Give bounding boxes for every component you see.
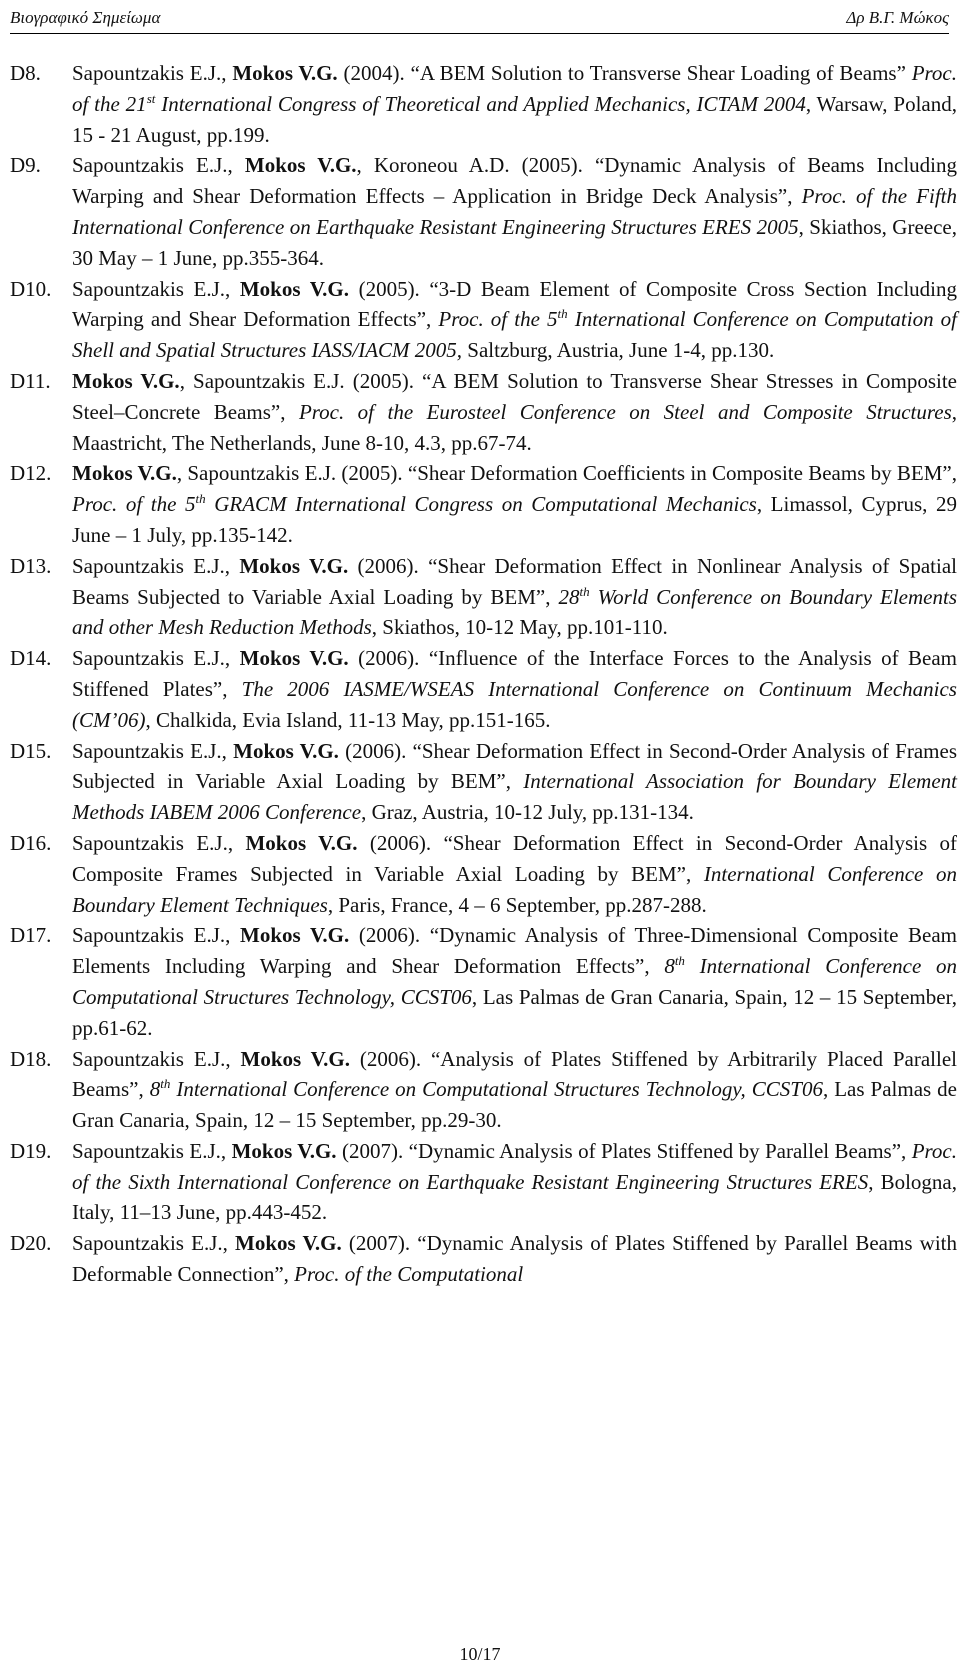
citation-text: Sapountzakis E.J., — [72, 61, 233, 85]
venue-text: Proc. of the Fifth International Conference on Earthquake Resistant Engineering Structures ERES 2005 — [72, 184, 957, 239]
reference-list — [0, 58, 960, 1290]
citation-text: , Warsaw, Poland, 15 - 21 August, pp.199. — [72, 91, 957, 147]
citation-text: , Limassol, Cyprus, 29 June – 1 July, pp.135-142. — [72, 492, 958, 547]
citation-text: , Maastricht, The Netherlands, June 8-10, 4.3, pp.67-74. — [72, 399, 957, 455]
author-highlight: Mokos V.G. — [72, 368, 180, 393]
reference-entry — [0, 643, 960, 735]
venue-text: Proc. of the Eurosteel Conference on Steel and Composite Structures — [298, 399, 952, 424]
reference-text — [72, 828, 957, 920]
venue-text: International Association for Boundary Element Methods IABEM 2006 Conference — [72, 769, 957, 825]
page-number: 10/17 — [459, 1644, 501, 1664]
reference-number: D12. — [10, 461, 52, 486]
reference-number: D11. — [10, 368, 51, 393]
reference-number: D13. — [10, 553, 52, 578]
reference-entry — [0, 920, 960, 1043]
author-highlight: Mokos V.G. — [240, 1046, 350, 1071]
reference-entry — [0, 58, 960, 150]
author-highlight: Mokos V.G. — [240, 923, 350, 948]
reference-entry — [0, 458, 960, 550]
citation-text: Sapountzakis E.J., — [72, 1138, 232, 1163]
citation-text: Sapountzakis E.J., — [72, 1231, 236, 1256]
author-highlight: Mokos V.G. — [245, 830, 358, 855]
reference-text — [72, 458, 957, 550]
venue-text: World Conference on Boundary Elements and other Mesh Reduction Methods — [72, 584, 957, 640]
header-title: Βιογραφικό Σημείωμα — [10, 8, 161, 27]
venue-text: Proc. of the 21 — [72, 61, 957, 116]
citation-text: Sapountzakis E.J., — [72, 646, 240, 671]
reference-number: D9. — [10, 153, 41, 178]
venue-text: Proc. of the Sixth International Conference on Earthquake Resistant Engineering Structures ERES — [72, 1138, 957, 1194]
reference-text — [72, 1136, 957, 1228]
citation-text: (2005). “3-D Beam Element of Composite Cross Section Including Warping and Shear Deformation Effects”, — [72, 276, 958, 332]
citation-text: Sapountzakis E.J., — [72, 1046, 241, 1071]
citation-text: , Las Palmas de Gran Canaria, Spain, 12 – 15 September, pp.61-62. — [72, 984, 957, 1040]
citation-text: , Chalkida, Evia Island, 11-13 May, pp.151-165. — [145, 707, 551, 732]
author-highlight: Mokos V.G. — [239, 553, 349, 578]
citation-text: Sapountzakis E.J., — [72, 738, 234, 763]
header-author: Δρ Β.Γ. Μώκος — [846, 8, 949, 27]
venue-text: Proc. of the 5 — [72, 492, 196, 517]
reference-number: D10. — [10, 276, 52, 301]
citation-text: , Las Palmas de Gran Canaria, Spain, 12 – 15 September, pp.29-30. — [72, 1077, 957, 1133]
venue-text: International Conference on Computation of Shell and Spatial Structures IASS/IACM 2005, — [72, 307, 958, 363]
venue-text: Proc. of the Computational — [294, 1262, 524, 1287]
reference-text — [72, 551, 957, 643]
reference-text — [72, 920, 957, 1043]
venue-text: International Conference on Computational Structures Technology, CCST06 — [72, 954, 958, 1009]
reference-text — [72, 150, 957, 273]
reference-entry — [0, 274, 960, 366]
reference-entry — [0, 366, 960, 458]
citation-text: , Koroneou A.D. (2005). “Dynamic Analysis of Beams Including Warping and Shear Deformation Effects – Application in Bridge Deck Analysis”, — [72, 153, 957, 209]
reference-text — [72, 1228, 957, 1290]
author-highlight: Mokos V.G. — [231, 1138, 337, 1163]
venue-text: 8 — [149, 1077, 161, 1102]
author-highlight: Mokos V.G. — [232, 61, 338, 85]
venue-text: The 2006 IASME/WSEAS International Conference on Continuum Mechanics (CM’06) — [72, 676, 957, 732]
reference-number: D17. — [10, 923, 52, 948]
reference-number: D18. — [10, 1046, 52, 1071]
venue-text: International Conference on Computational Structures Technology, CCST06 — [170, 1077, 823, 1102]
author-highlight: Mokos V.G. — [239, 646, 349, 671]
author-highlight: Mokos V.G. — [235, 1231, 342, 1256]
citation-text: (2006). “Shear Deformation Effect in Second-Order Analysis of Frames Subjected in Variable Axial Loading by BEM”, — [72, 738, 957, 794]
citation-text: , Sapountzakis E.J. (2005). “Shear Deformation Coefficients in Composite Beams by BEM”, — [176, 461, 957, 486]
header-rule — [10, 33, 949, 34]
author-highlight: Mokos V.G. — [72, 461, 177, 486]
ordinal-superscript: th — [579, 583, 590, 599]
citation-text: (2004). “A BEM Solution to Transverse Shear Loading of Beams” — [337, 61, 912, 85]
reference-number: D14. — [10, 646, 52, 671]
reference-text — [72, 736, 957, 828]
citation-text: Sapountzakis E.J., — [72, 553, 240, 578]
citation-text: , Paris, France, 4 – 6 September, pp.287-288. — [327, 892, 707, 917]
reference-number: D8. — [10, 61, 41, 85]
ordinal-superscript: th — [674, 953, 685, 969]
citation-text: (2006). “Shear Deformation Effect in Nonlinear Analysis of Spatial Beams Subjected to Variable Axial Loading by BEM”, — [72, 553, 957, 609]
reference-number: D19. — [10, 1138, 52, 1163]
venue-text: 8 — [664, 954, 675, 979]
citation-text: Sapountzakis E.J., — [72, 923, 241, 948]
author-highlight: Mokos V.G. — [244, 153, 357, 178]
citation-text: Sapountzakis E.J., — [72, 276, 240, 301]
citation-text: , Graz, Austria, 10-12 July, pp.131-134. — [361, 800, 694, 825]
author-highlight: Mokos V.G. — [239, 276, 350, 301]
reference-entry — [0, 1228, 960, 1290]
reference-number: D20. — [10, 1231, 52, 1256]
reference-text — [72, 1044, 957, 1136]
reference-text — [72, 58, 957, 150]
reference-text — [72, 366, 957, 458]
ordinal-superscript: th — [557, 306, 568, 322]
citation-text: (2006). “Shear Deformation Effect in Second-Order Analysis of Composite Frames Subjected in Variable Axial Loading by BEM”, — [72, 830, 957, 886]
reference-number: D15. — [10, 738, 52, 763]
citation-text: (2006). “Dynamic Analysis of Three-Dimensional Composite Beam Elements Including Warping and Shear Deformation Effects”, — [72, 923, 958, 979]
citation-text: , Sapountzakis E.J. (2005). “A BEM Solution to Transverse Shear Stresses in Composite Steel–Concrete Beams”, — [72, 368, 957, 424]
citation-text: , Bologna, Italy, 11–13 June, pp.443-452. — [72, 1169, 957, 1225]
ordinal-superscript: th — [195, 491, 206, 507]
venue-text: GRACM International Congress on Computational Mechanics — [205, 492, 757, 517]
citation-text: (2006). “Influence of the Interface Forces to the Analysis of Beam Stiffened Plates”, — [72, 646, 958, 701]
reference-entry — [0, 1044, 960, 1136]
ordinal-superscript: st — [146, 90, 156, 106]
citation-text: (2007). “Dynamic Analysis of Plates Stiffened by Parallel Beams”, — [336, 1138, 912, 1163]
ordinal-superscript: th — [160, 1076, 171, 1092]
citation-text: Saltzburg, Austria, June 1-4, pp.130. — [462, 338, 775, 363]
venue-text: Proc. of the 5 — [438, 307, 558, 332]
citation-text: , Skiathos, 10-12 May, pp.101-110. — [371, 615, 668, 640]
citation-text: , Skiathos, Greece, 30 May – 1 June, pp.355-364. — [72, 214, 957, 270]
reference-text — [72, 643, 957, 735]
reference-entry — [0, 736, 960, 828]
reference-text — [72, 274, 957, 366]
reference-entry — [0, 828, 960, 920]
reference-number: D16. — [10, 830, 52, 855]
citation-text: Sapountzakis E.J., — [72, 830, 246, 855]
reference-entry — [0, 1136, 960, 1228]
citation-text: Sapountzakis E.J., — [72, 153, 245, 178]
reference-entry — [0, 551, 960, 643]
venue-text: International Conference on Boundary Element Techniques — [72, 861, 957, 917]
reference-entry — [0, 150, 960, 273]
venue-text: International Congress of Theoretical and Applied Mechanics, ICTAM 2004 — [155, 91, 806, 116]
author-highlight: Mokos V.G. — [233, 738, 339, 763]
venue-text: 28 — [558, 584, 580, 609]
citation-text: (2007). “Dynamic Analysis of Plates Stiffened by Parallel Beams with Deformable Connection”, — [72, 1231, 957, 1287]
page-header — [0, 0, 960, 36]
citation-text: (2006). “Analysis of Plates Stiffened by Arbitrarily Placed Parallel Beams”, — [72, 1046, 957, 1102]
